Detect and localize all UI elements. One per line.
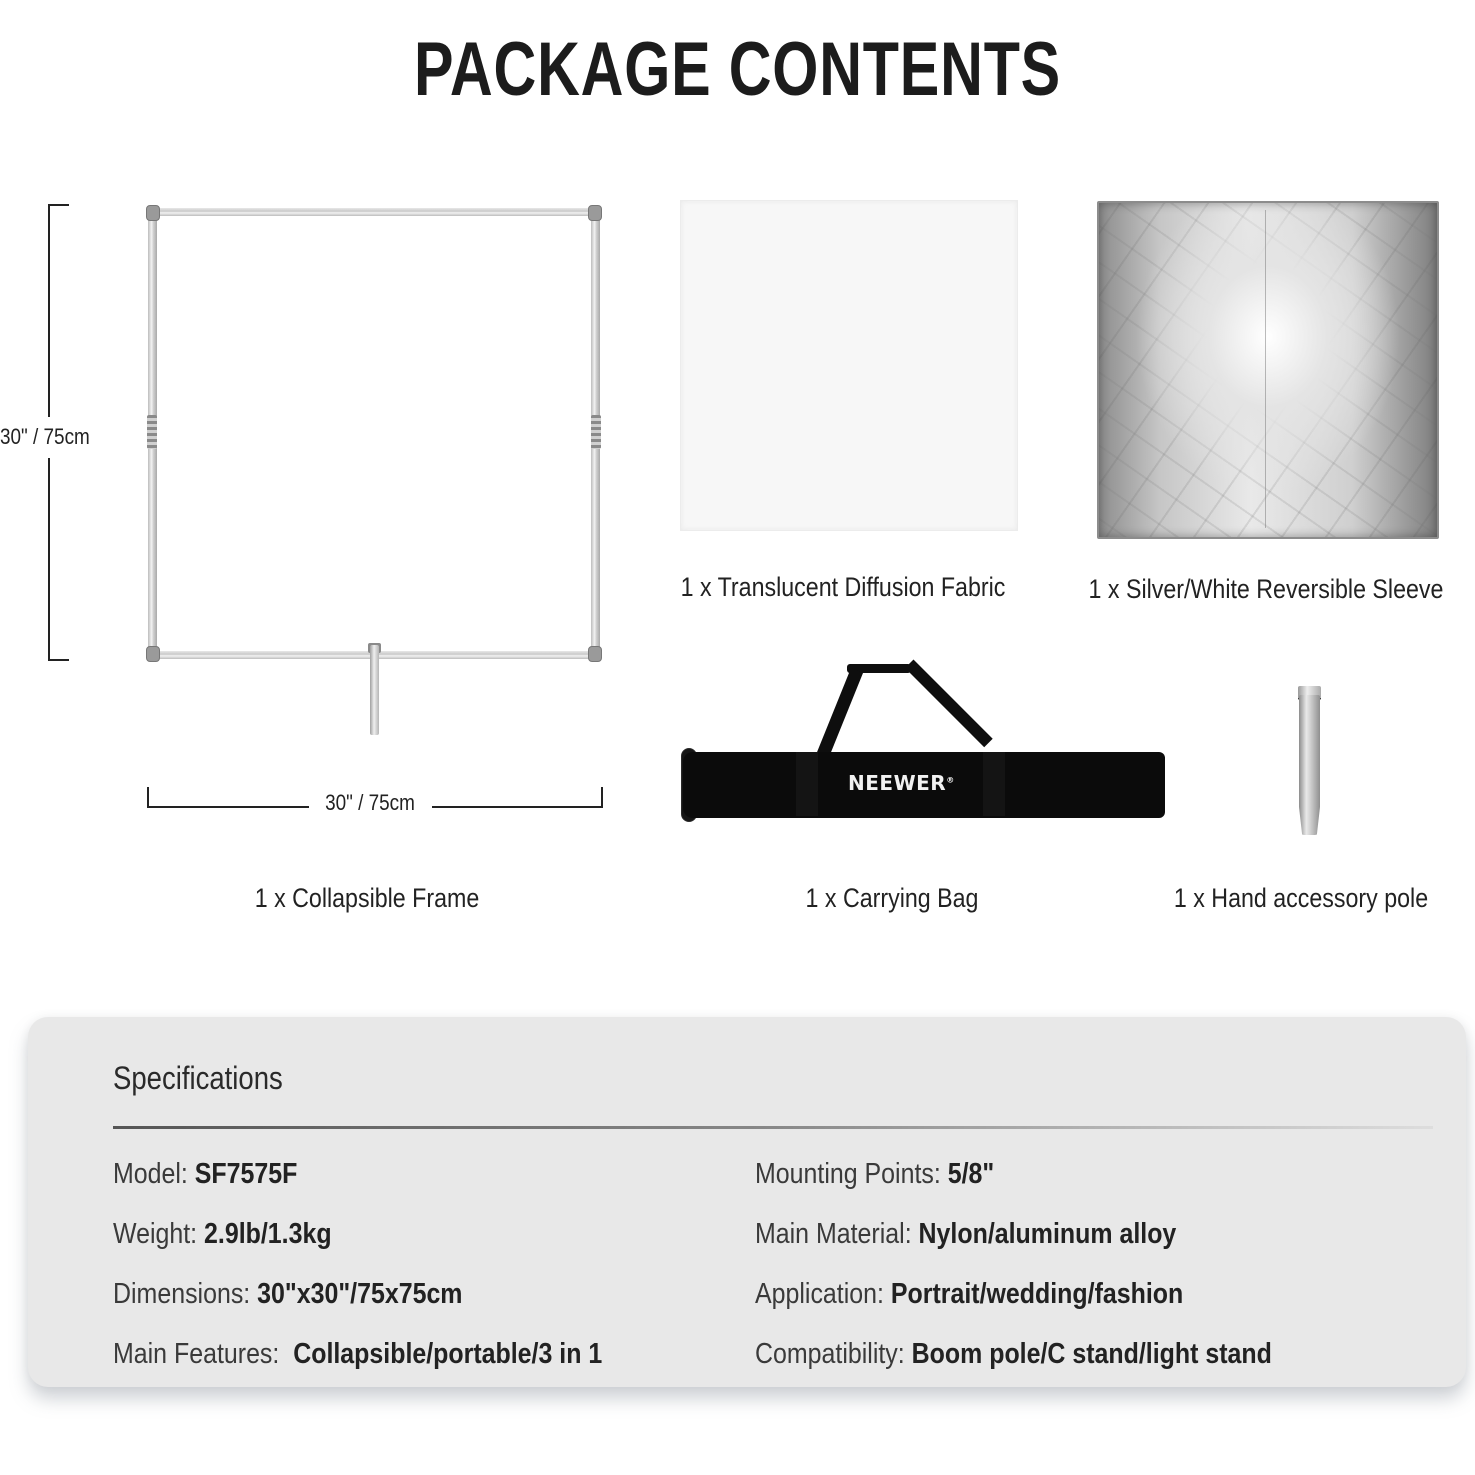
diffusion-fabric-icon [680, 200, 1018, 531]
height-label: 30" / 75cm [0, 424, 90, 449]
accessory-pole-icon [1299, 695, 1320, 835]
bag-strap-band [983, 752, 1005, 816]
dimension-line [432, 806, 603, 808]
item-caption: 1 x Silver/White Reversible Sleeve [1088, 574, 1444, 604]
frame-icon [146, 205, 602, 662]
corner-joint [588, 205, 602, 221]
dimension-tick [48, 204, 69, 206]
width-label: 30" / 75cm [325, 790, 415, 815]
specifications-title: Specifications [113, 1060, 283, 1096]
dimension-tick [147, 787, 149, 807]
item-caption: 1 x Collapsible Frame [254, 883, 480, 913]
dimension-tick [601, 787, 603, 807]
hinge [591, 415, 601, 449]
brand-logo: NEEWER® [848, 771, 955, 795]
bag-strap-band [796, 752, 818, 816]
spec-row-compatibility: Compatibility: Boom pole/C stand/light stand [755, 1338, 1272, 1370]
spec-row-model: Model: SF7575F [113, 1158, 298, 1190]
dimension-line [147, 806, 309, 808]
corner-joint [588, 646, 602, 662]
item-caption: 1 x Hand accessory pole [1173, 883, 1429, 913]
dimension-tick [48, 659, 69, 661]
spec-row-application: Application: Portrait/wedding/fashion [755, 1278, 1184, 1310]
page-title: PACKAGE CONTENTS [413, 27, 1062, 112]
spec-row-dimensions: Dimensions: 30"x30"/75x75cm [113, 1278, 463, 1310]
spec-row-main-features: Main Features: Collapsible/portable/3 in 1 [113, 1338, 603, 1370]
frame-bar-top [150, 208, 598, 216]
item-caption: 1 x Translucent Diffusion Fabric [680, 572, 1006, 602]
spec-row-main-material: Main Material: Nylon/aluminum alloy [755, 1218, 1177, 1250]
dimension-line [48, 458, 50, 661]
spec-row-weight: Weight: 2.9lb/1.3kg [113, 1218, 332, 1250]
corner-joint [146, 205, 160, 221]
spec-row-mounting-points: Mounting Points: 5/8" [755, 1158, 995, 1190]
item-caption: 1 x Carrying Bag [805, 883, 979, 913]
bag-strap-right [905, 660, 993, 748]
hinge [147, 415, 157, 449]
corner-joint [146, 646, 160, 662]
bag-strap-left [814, 668, 863, 764]
sleeve-seam [1265, 210, 1266, 528]
silver-sleeve-icon [1097, 201, 1439, 539]
dimension-line [48, 204, 50, 417]
divider [113, 1126, 1433, 1129]
spigot-icon [370, 645, 379, 735]
